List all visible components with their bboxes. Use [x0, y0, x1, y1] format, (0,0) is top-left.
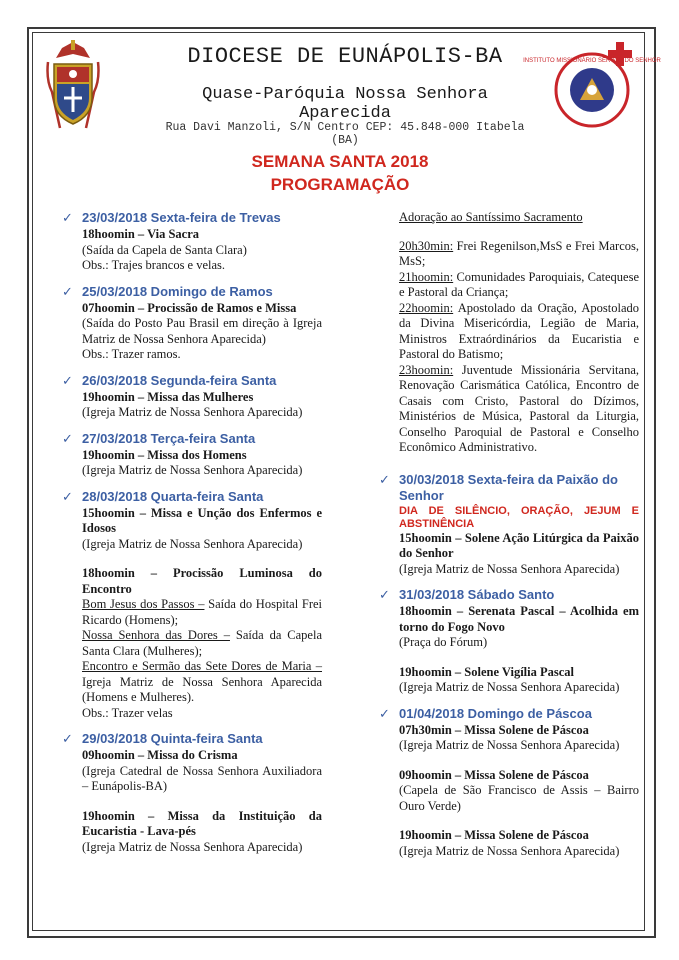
section-quinta-santa	[62, 731, 322, 855]
procession-part	[82, 659, 322, 706]
event-time: 18hoomin – Via Sacra	[82, 227, 200, 241]
event-location: (Igreja Matriz de Nossa Senhora Aparecida)	[82, 536, 303, 551]
adoration-slot	[399, 270, 639, 301]
parish-address: Rua Davi Manzoli, S/N Centro CEP: 45.848-000 Itabela (BA)	[165, 121, 525, 147]
event-note: Obs.: Trajes brancos e velas.	[82, 258, 226, 272]
adoration-slot	[399, 239, 639, 270]
event-time: 19hoomin – Missa dos Homens	[82, 447, 247, 462]
event-time: 07hoomin – Procissão de Ramos e Missa	[82, 300, 297, 315]
check-icon: ✓	[379, 587, 390, 602]
section-heading: 31/03/2018 Sábado Santo	[399, 587, 555, 602]
adoration-title: Adoração ao Santíssimo Sacramento	[399, 210, 583, 224]
procession-part	[82, 628, 322, 659]
program-title-line2: PROGRAMAÇÃO	[270, 175, 410, 194]
check-icon: ✓	[62, 430, 73, 446]
check-icon: ✓	[62, 731, 73, 746]
event-location: (Igreja Matriz de Nossa Senhora Aparecida)	[82, 839, 303, 854]
slot-groups: Apostolado da Oração, Apostolado da Divina Misericórdia, Legião de Maria, Ministros Extraórdinários da Eucaristia e Pastoral do Batismo;	[399, 300, 639, 361]
section-heading: 25/03/2018 Domingo de Ramos	[82, 283, 273, 299]
section-domingo-ramos	[62, 283, 322, 363]
section-segunda-santa	[62, 372, 322, 421]
diocese-crest-icon	[42, 40, 104, 135]
event-location: (Capela de São Francisco de Assis – Bairro Ouro Verde)	[399, 783, 639, 813]
event-time: 19hoomin – Missa Solene de Páscoa	[399, 828, 589, 842]
check-icon: ✓	[62, 372, 73, 388]
event-note: Obs.: Trazer velas	[82, 705, 173, 720]
section-heading: 28/03/2018 Quarta-feira Santa	[82, 488, 264, 504]
slot-time: 23hoomin:	[399, 362, 454, 377]
institute-logo-text: INSTITUTO MISSIONÁRIO SERVOS DO SENHOR	[523, 58, 661, 64]
section-terca-santa	[62, 430, 322, 479]
fasting-notice: DIA DE SILÊNCIO, ORAÇÃO, JEJUM E ABSTINÊNCIA	[399, 504, 639, 530]
diocese-title: DIOCESE DE EUNÁPOLIS-BA	[187, 44, 503, 69]
event-location: (Igreja Matriz de Nossa Senhora Aparecida)	[399, 561, 620, 576]
section-adoration	[399, 210, 639, 456]
section-domingo-pascoa	[379, 705, 639, 860]
right-column	[379, 210, 639, 869]
event-location: (Igreja Catedral de Nossa Senhora Auxiliadora – Eunápolis-BA)	[82, 763, 322, 793]
event-location: (Igreja Matriz de Nossa Senhora Aparecida)	[399, 843, 620, 858]
adoration-slot	[399, 301, 639, 363]
section-sexta-trevas	[62, 210, 322, 274]
procession-part	[82, 597, 322, 628]
program-title-line1: SEMANA SANTA 2018	[251, 152, 429, 171]
procession-part-title: Bom Jesus dos Passos –	[82, 597, 205, 611]
section-heading: 27/03/2018 Terça-feira Santa	[82, 430, 256, 446]
event-note: Obs.: Trazer ramos.	[82, 347, 181, 361]
event-time: 19hoomin – Missa da Instituição da Eucaristia - Lava-pés	[82, 808, 322, 838]
check-icon: ✓	[62, 210, 73, 225]
event-location: (Saída da Capela de Santa Clara)	[82, 242, 247, 257]
event-time: 19hoomin – Missa das Mulheres	[82, 389, 254, 404]
slot-time: 22hoomin:	[399, 300, 454, 315]
check-icon: ✓	[379, 705, 390, 721]
check-icon: ✓	[62, 283, 73, 299]
section-heading: 23/03/2018 Sexta-feira de Trevas	[82, 210, 281, 225]
event-location: (Igreja Matriz de Nossa Senhora Aparecida)	[82, 405, 303, 419]
slot-groups: Juventude Missionária Servitana, Renovação Carismática Católica, Encontro de Casais com Cristo, Pastoral do Dízimos, Ministérios de Música, Pastoral da Liturgia, Conselho Paroquial de Pastoral e Conselho Econômico Administrativo.	[399, 362, 639, 454]
event-time: 09hoomin – Missa Solene de Páscoa	[399, 767, 589, 782]
section-sexta-paixao	[379, 471, 639, 578]
event-location: (Igreja Matriz de Nossa Senhora Aparecida)	[82, 463, 303, 477]
procession-part-detail: Saída da Capela Santa Clara (Mulheres);	[82, 628, 323, 658]
event-location: (Igreja Matriz de Nossa Senhora Aparecida)	[399, 680, 620, 694]
section-sabado-santo	[379, 587, 639, 696]
section-heading: 29/03/2018 Quinta-feira Santa	[82, 731, 263, 746]
event-time: 15hoomin – Missa e Unção dos Enfermos e Idosos	[82, 505, 322, 535]
event-location: (Igreja Matriz de Nossa Senhora Aparecida)	[399, 738, 620, 752]
slot-groups: Frei Regenilson,MsS e Frei Marcos, MsS;	[399, 238, 639, 268]
event-time: 07h30min – Missa Solene de Páscoa	[399, 722, 589, 737]
procession-part-detail: Saída do Hospital Frei Ricardo (Homens);	[82, 597, 322, 627]
event-location: (Praça do Fórum)	[399, 635, 488, 649]
check-icon: ✓	[379, 471, 390, 487]
procession-part-title: Encontro e Sermão das Sete Dores de Maria –	[82, 659, 322, 673]
event-time: 18hoomin – Serenata Pascal – Acolhida em torno do Fogo Novo	[399, 604, 639, 634]
procession-part-detail: Igreja Matriz de Nossa Senhora Aparecida (Homens e Mulheres).	[82, 674, 322, 704]
event-time: 09hoomin – Missa do Crisma	[82, 748, 238, 762]
adoration-slot	[399, 363, 639, 456]
slot-time: 21hoomin:	[399, 269, 454, 284]
parish-subtitle: Quase-Paróquia Nossa Senhora Aparecida	[202, 85, 488, 123]
left-column	[62, 210, 323, 865]
event-time: 15hoomin – Solene Ação Litúrgica da Paixão do Senhor	[399, 530, 639, 560]
event-location: (Saída do Posto Pau Brasil em direção à Igreja Matriz de Nossa Senhora Aparecida)	[82, 316, 322, 346]
slot-groups: Comunidades Paroquiais, Catequese e Pastoral da Criança;	[399, 269, 639, 299]
event-time: 18hoomin – Procissão Luminosa do Encontro	[82, 566, 322, 596]
procession-part-title: Nossa Senhora das Dores –	[82, 628, 230, 642]
slot-time: 20h30min:	[399, 238, 454, 253]
section-heading: 26/03/2018 Segunda-feira Santa	[82, 372, 277, 388]
section-heading: 30/03/2018 Sexta-feira da Paixão do Senhor	[399, 471, 618, 503]
institute-logo-icon	[523, 40, 661, 135]
program-title	[190, 150, 490, 196]
event-time: 19hoomin – Solene Vigília Pascal	[399, 664, 575, 679]
check-icon: ✓	[62, 488, 73, 504]
section-quarta-santa	[62, 488, 323, 722]
section-heading: 01/04/2018 Domingo de Páscoa	[399, 705, 592, 721]
